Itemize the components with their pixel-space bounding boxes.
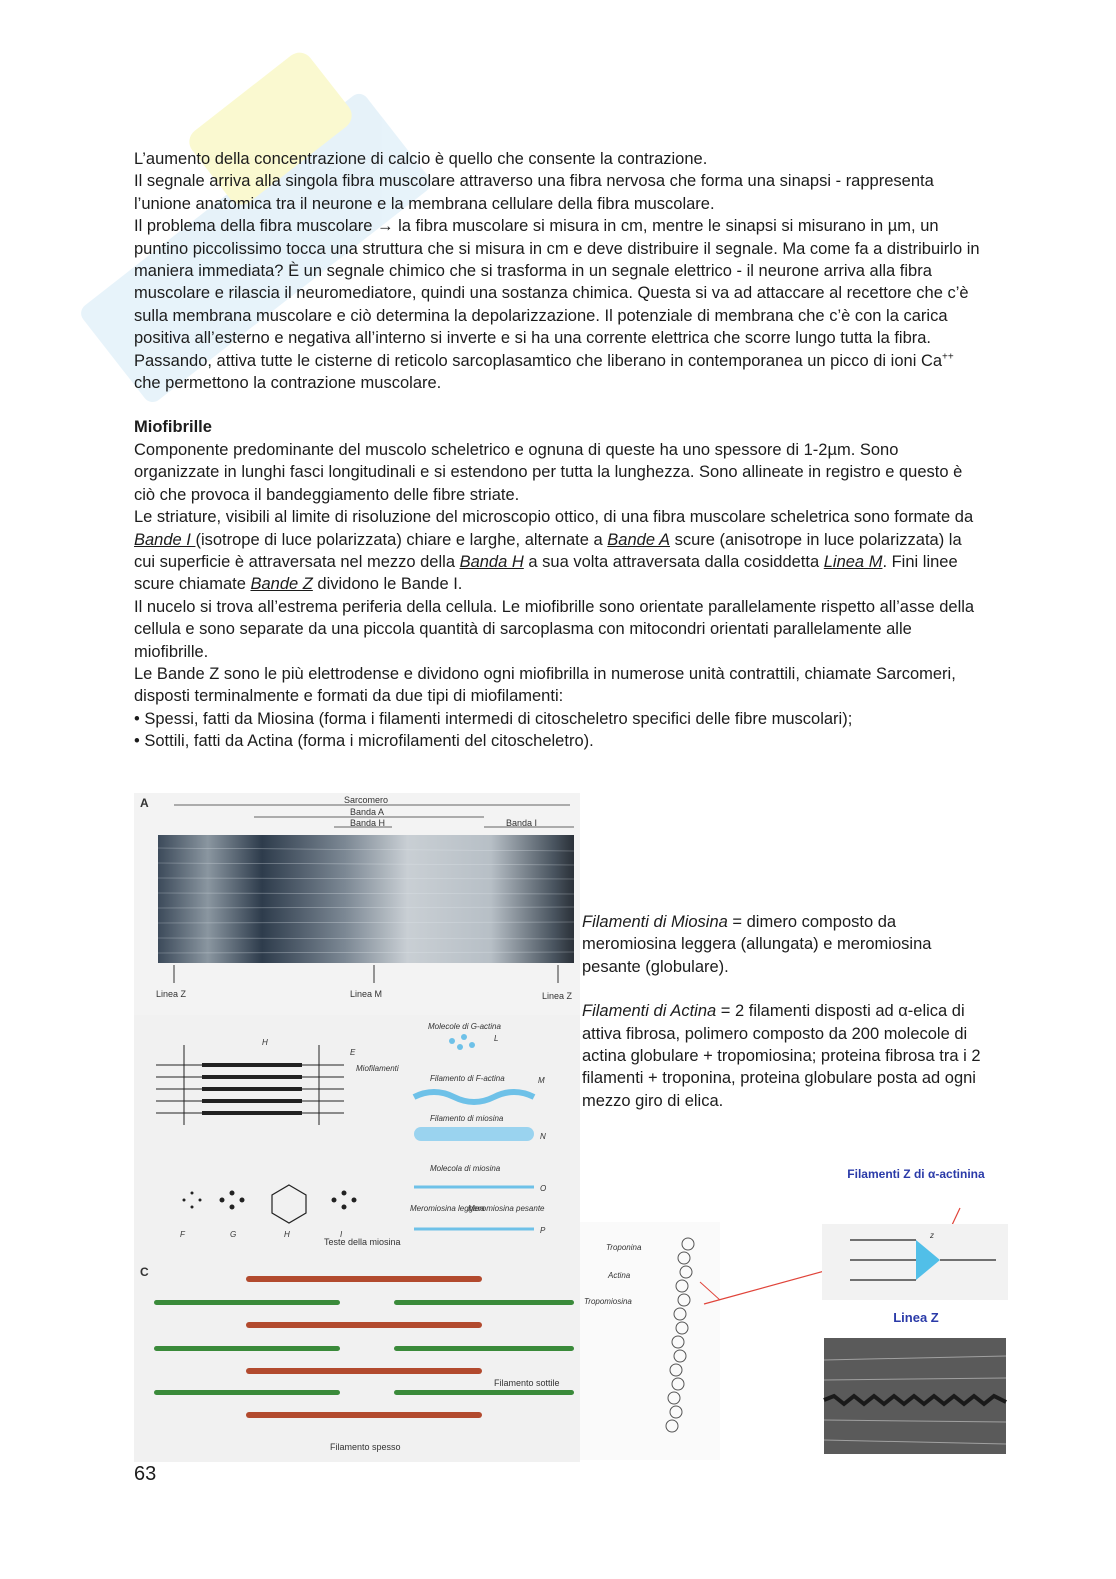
page-number: 63: [134, 1463, 157, 1485]
term-banda-h: Banda H: [459, 552, 524, 571]
label-hh: H: [284, 1230, 290, 1239]
term-filamenti-miosina: Filamenti di Miosina: [582, 913, 728, 931]
figure-linea-z: [820, 1160, 1010, 1460]
label-filamento-sottile: Filamento sottile: [494, 1378, 560, 1388]
label-actina: Actina: [608, 1271, 631, 1280]
label-f: F: [180, 1230, 185, 1239]
body-text: [134, 148, 984, 753]
label-tropomiosina: Tropomiosina: [584, 1297, 632, 1306]
bullet-sottili: • Sottili, fatti da Actina (forma i microfilamenti del citoscheletro).: [134, 732, 594, 751]
label-linea-z-title: Linea Z: [893, 1310, 939, 1325]
paragraph-problem: Il problema della fibra muscolare → la fibra muscolare si misura in cm, mentre le sinapsi si misurano in µm, un puntino piccolissimo tocca una struttura che si misura in cm e deve distribuire il segnale. Ma come fa a distribuirlo in maniera immediata? È un segnale chimico che si trasforma in un segnale elettrico - il neurone arriva alla fibra muscolare e rilascia il neuromediatore, quindi una sostanza chimica. Questa si va ad attaccare al recettore che c’è sulla membrana muscolare e ciò determina la depolarizzazione. Il potenziale di membrana che c’è con la carica positiva all’esterno e negativa all’interno si inverte e si ha una corrente elettrica che scorre lungo tutta la fibra. Passando, attiva tutte le cisterne di reticolo sarcoplasamtico che liberano in contemporanea un picco di ioni Ca++ che permettono la contrazione muscolare.: [134, 217, 980, 393]
label-n: N: [540, 1132, 546, 1141]
label-f-actina: Filamento di F-actina: [430, 1074, 505, 1083]
figure-a-sarcomere-micrograph: [134, 793, 580, 1015]
ca-superscript: ++: [942, 351, 954, 363]
label-filamenti-z: Filamenti Z di α-actinina: [847, 1167, 985, 1181]
paragraph-calcium: L’aumento della concentrazione di calcio è quello che consente la contrazione.: [134, 150, 708, 168]
label-g: G: [230, 1230, 237, 1239]
label-banda-i: Banda I: [506, 818, 538, 828]
term-bande-i: Bande I: [134, 530, 196, 549]
label-linea-z-left: Linea Z: [156, 989, 187, 999]
label-banda-h: Banda H: [350, 818, 386, 828]
label-linea-m: Linea M: [350, 989, 383, 999]
paragraph-nucleo: Il nucelo si trova all’estrema periferia della cellula. Le miofibrille sono orientate parallelamente rispetto all’asse della cellula e sono separate da una piccola quantità di sarcoplasma con mitocondri orientati parallelamente alle miofibrille.: [134, 597, 975, 661]
micrograph-image: [158, 835, 574, 963]
paragraph-miosina: Filamenti di Miosina = dimero composto da meromiosina leggera (allungata) e meromiosina pesante (globulare).: [582, 913, 932, 976]
label-g-actina: Molecole di G-actina: [428, 1022, 501, 1031]
figure-b-myofibril-schematic: [134, 1015, 580, 1250]
term-bande-z: Bande Z: [250, 575, 313, 594]
paragraph-striature: Le striature, visibili al limite di risoluzione del microscopio ottico, di una fibra muscolare scheletrica sono formate da Bande I (isotrope di luce polarizzata) chiare e larghe, alternate a Bande A scure (anisotrope in luce polarizzata) la cui superficie è attraversata nel mezzo della Banda H a sua volta attraversata dalla cosiddetta Linea M. Fini linee scure chiamate Bande Z dividono le Bande I.: [134, 508, 974, 594]
label-l: L: [494, 1034, 499, 1043]
label-mol-miosina: Molecola di miosina: [430, 1164, 501, 1173]
side-text: [582, 911, 992, 1134]
figure-a-label: A: [140, 796, 149, 810]
section-heading-miofibrille: Miofibrille: [134, 418, 212, 437]
figure-c-label: C: [140, 1265, 149, 1279]
label-sarcomero: Sarcomero: [344, 795, 389, 805]
label-i: I: [340, 1230, 343, 1239]
figure-troponina-actina: [580, 1222, 720, 1460]
label-e: E: [350, 1048, 356, 1057]
paragraph-actina: Filamenti di Actina = 2 filamenti disposti ad α-elica di attiva fibrosa, polimero composto da 200 molecole di actina globulare + tropomiosina; proteina fibrosa tra i 2 filamenti + troponina, proteina globulare posta ad ogni mezzo giro di elica.: [582, 1002, 981, 1110]
label-mero-pesante: Meromiosina pesante: [468, 1204, 545, 1213]
label-m: M: [538, 1076, 545, 1085]
term-linea-m: Linea M: [823, 552, 883, 571]
paragraph-bande-z: Le Bande Z sono le più elettrodense e dividono ogni miofibrilla in numerose unità contrattili, chiamate Sarcomeri, disposti terminalmente e formati da due tipi di miofilamenti:: [134, 664, 956, 706]
bullet-spessi: • Spessi, fatti da Miosina (forma i filamenti intermedi di citoscheletro specifici delle fibre muscolari);: [134, 709, 853, 728]
figure-c-header: [134, 1232, 580, 1250]
term-filamenti-actina: Filamenti di Actina: [582, 1002, 717, 1021]
term-bande-a: Bande A: [607, 530, 670, 549]
label-mero-leggera: Meromiosina leggera: [410, 1204, 485, 1213]
label-f-miosina: Filamento di miosina: [430, 1114, 504, 1123]
paragraph-signal: Il segnale arriva alla singola fibra muscolare attraverso una fibra nervosa che forma una sinapsi - rappresenta l’unione anatomica tra il neurone e la membrana cellulare della fibra muscolare.: [134, 172, 934, 213]
label-filamento-spesso: Filamento spesso: [330, 1442, 401, 1452]
label-o: O: [540, 1184, 547, 1193]
label-p: P: [540, 1226, 546, 1235]
label-z-small: z: [930, 1231, 934, 1240]
label-linea-z-right: Linea Z: [542, 991, 573, 1001]
paragraph-miofibrille-1: Componente predominante del muscolo scheletrico e ognuna di queste ha uno spessore di 1-2µm. Sono organizzate in lunghi fasci longitudinali e si estendono per tutta la lunghezza. Sono allineate in registro e questo è ciò che provoca il bandeggiamento delle fibre striate.: [134, 440, 963, 504]
label-teste-miosina-visible: Teste della miosina: [324, 1237, 401, 1247]
figure-c-filaments: [134, 1250, 580, 1462]
label-banda-a: Banda A: [350, 807, 385, 817]
label-h: H: [262, 1038, 268, 1047]
label-miofilamenti: Miofilamenti: [356, 1064, 399, 1073]
label-troponina: Troponina: [606, 1243, 642, 1252]
